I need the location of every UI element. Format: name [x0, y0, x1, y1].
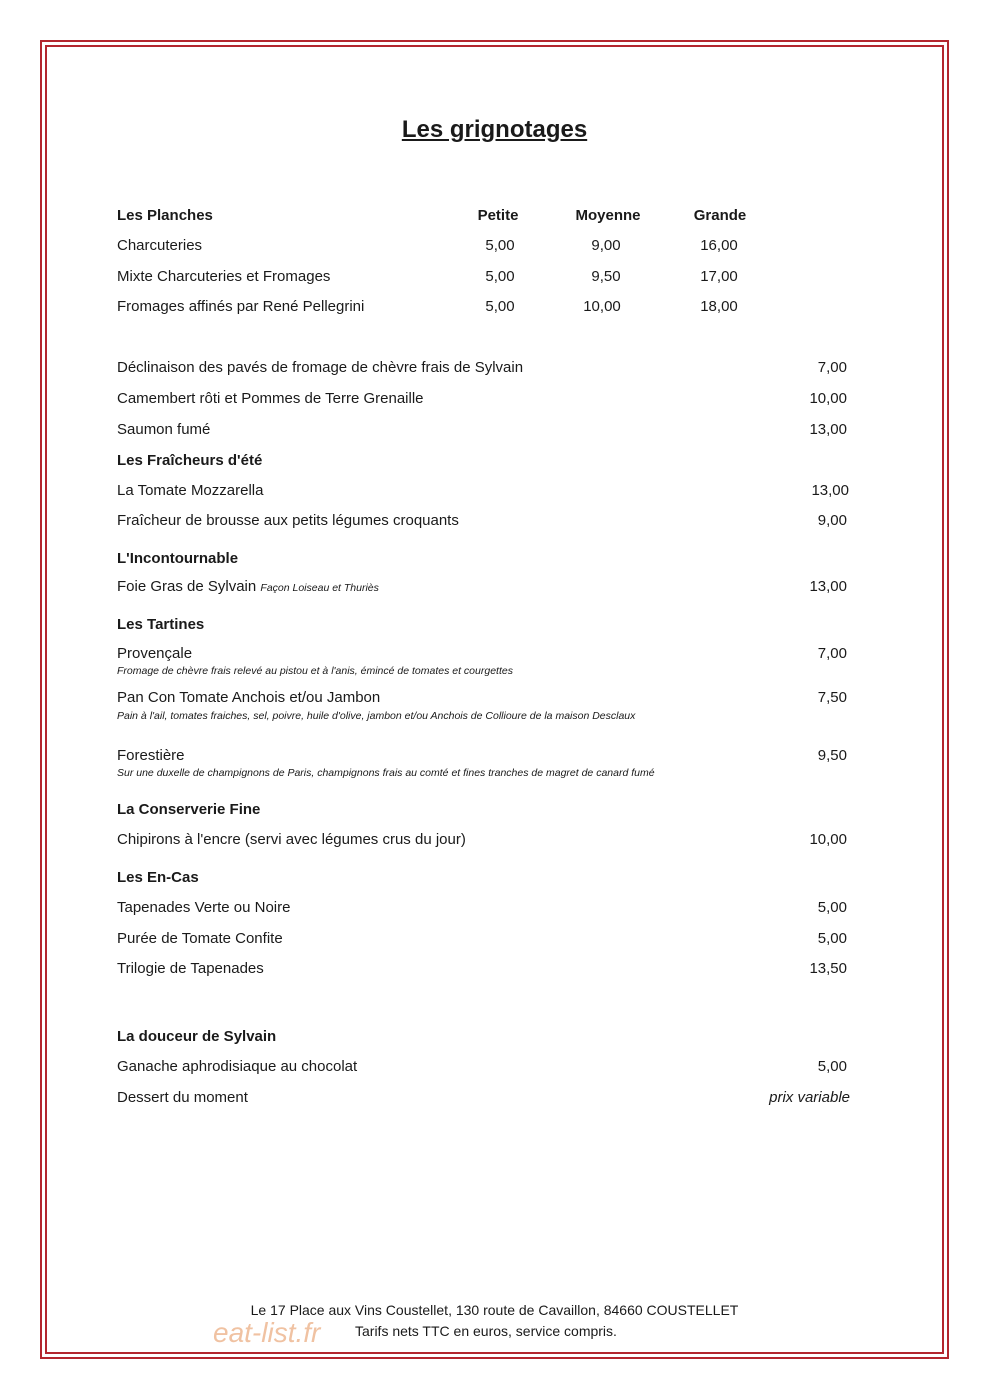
menu-item-name: Purée de Tomate Confite	[117, 930, 283, 947]
planche-price-moyenne: 10,00	[583, 298, 621, 315]
menu-item-price: 13,50	[809, 960, 847, 977]
menu-item-price: 7,00	[817, 645, 847, 662]
planche-price-petite: 5,00	[485, 268, 515, 285]
menu-item-name: Trilogie de Tapenades	[117, 960, 264, 977]
menu-item-price: 7,00	[817, 359, 847, 376]
section-heading-fraicheurs: Les Fraîcheurs d'été	[117, 452, 263, 469]
column-header-petite: Petite	[477, 207, 519, 224]
menu-item-price: 5,00	[817, 1058, 847, 1075]
footer-tarifs: Tarifs nets TTC en euros, service compris.	[355, 1323, 617, 1339]
planche-price-petite: 5,00	[485, 237, 515, 254]
menu-item-price: 13,00	[809, 421, 847, 438]
menu-item-name: Forestière	[117, 747, 185, 764]
column-header-moyenne: Moyenne	[575, 207, 641, 224]
planche-name: Fromages affinés par René Pellegrini	[117, 298, 365, 315]
menu-item-description: Sur une duxelle de champignons de Paris, champignons frais au comté et fines tranches de magret de canard fumé	[117, 767, 655, 779]
section-heading-conserverie: La Conserverie Fine	[117, 801, 261, 818]
menu-item-price: 13,00	[809, 578, 847, 595]
planche-price-grande: 17,00	[700, 268, 738, 285]
menu-item-name: Pan Con Tomate Anchois et/ou Jambon	[117, 689, 381, 706]
menu-item-name: Fraîcheur de brousse aux petits légumes croquants	[117, 512, 459, 529]
section-heading-tartines: Les Tartines	[117, 616, 205, 633]
menu-item-note: Façon Loiseau et Thuriès	[260, 582, 379, 594]
menu-item-price: 5,00	[817, 899, 847, 916]
menu-item-price: 9,50	[817, 747, 847, 764]
menu-item-line	[117, 578, 379, 596]
menu-item-price: 10,00	[809, 831, 847, 848]
menu-item-name: Provençale	[117, 645, 193, 662]
menu-item-name: Tapenades Verte ou Noire	[117, 899, 291, 916]
menu-item-price: 5,00	[817, 930, 847, 947]
menu-item-name: Saumon fumé	[117, 421, 211, 438]
menu-item-name: Déclinaison des pavés de fromage de chèvre frais de Sylvain	[117, 359, 524, 376]
menu-item-price: 10,00	[809, 390, 847, 407]
menu-item-name: La Tomate Mozzarella	[117, 482, 264, 499]
planche-name: Charcuteries	[117, 237, 203, 254]
planche-price-moyenne: 9,00	[591, 237, 621, 254]
footer-address: Le 17 Place aux Vins Coustellet, 130 route de Cavaillon, 84660 COUSTELLET	[250, 1302, 739, 1318]
menu-item-name: Ganache aphrodisiaque au chocolat	[117, 1058, 358, 1075]
section-heading-incontournable: L'Incontournable	[117, 550, 239, 567]
planche-price-grande: 16,00	[700, 237, 738, 254]
menu-item-price: 7,50	[817, 689, 847, 706]
planche-name: Mixte Charcuteries et Fromages	[117, 268, 331, 285]
section-heading-planches: Les Planches	[117, 207, 213, 224]
menu-item-description: Pain à l'ail, tomates fraiches, sel, poivre, huile d'olive, jambon et/ou Anchois de Collioure de la maison Desclaux	[117, 710, 636, 722]
menu-item-price: prix variable	[769, 1089, 850, 1106]
page-title: Les grignotages	[401, 116, 588, 143]
watermark-logo: eat-list.fr	[213, 1317, 321, 1348]
menu-item-name: Chipirons à l'encre (servi avec légumes crus du jour)	[117, 831, 466, 848]
planche-price-petite: 5,00	[485, 298, 515, 315]
planche-price-grande: 18,00	[700, 298, 738, 315]
section-heading-encas: Les En-Cas	[117, 869, 199, 886]
menu-item-price: 9,00	[817, 512, 847, 529]
planche-price-moyenne: 9,50	[591, 268, 621, 285]
menu-item-name: Camembert rôti et Pommes de Terre Grenaille	[117, 390, 424, 407]
menu-item-name: Dessert du moment	[117, 1089, 248, 1106]
menu-item-price: 13,00	[811, 482, 849, 499]
menu-item-name: Foie Gras de Sylvain	[117, 578, 257, 595]
section-heading-douceur: La douceur de Sylvain	[117, 1028, 277, 1045]
column-header-grande: Grande	[693, 207, 747, 224]
menu-item-description: Fromage de chèvre frais relevé au pistou et à l'anis, émincé de tomates et courgettes	[117, 665, 513, 677]
